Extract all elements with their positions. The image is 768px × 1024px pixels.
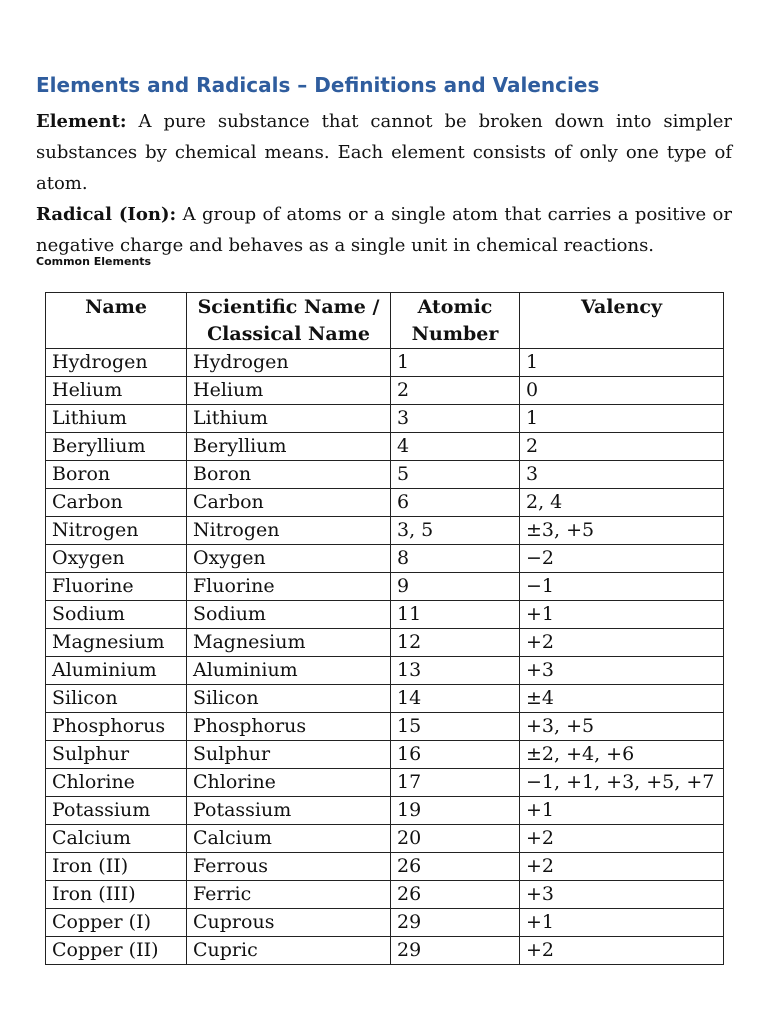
cell-valency: 1	[520, 405, 724, 433]
cell-atomic-number: 20	[391, 825, 520, 853]
cell-name: Sulphur	[46, 741, 187, 769]
cell-valency: 0	[520, 377, 724, 405]
table-row	[46, 657, 724, 685]
cell-valency: ±2, +4, +6	[520, 741, 724, 769]
cell-atomic-number: 15	[391, 713, 520, 741]
cell-valency: −1, +1, +3, +5, +7	[520, 769, 724, 797]
cell-valency: +1	[520, 601, 724, 629]
table-header-row	[46, 293, 724, 349]
table-row	[46, 405, 724, 433]
cell-scientific-name: Ferrous	[187, 853, 391, 881]
table-row	[46, 797, 724, 825]
cell-valency: +2	[520, 629, 724, 657]
radical-term: Radical (Ion):	[36, 204, 177, 225]
cell-valency: ±3, +5	[520, 517, 724, 545]
header-scientific-line1: Scientific Name /	[197, 296, 380, 318]
cell-atomic-number: 4	[391, 433, 520, 461]
cell-valency: +1	[520, 909, 724, 937]
table-row	[46, 601, 724, 629]
header-valency	[520, 293, 724, 349]
cell-name: Helium	[46, 377, 187, 405]
cell-scientific-name: Beryllium	[187, 433, 391, 461]
elements-table	[45, 292, 724, 965]
cell-valency: ±4	[520, 685, 724, 713]
table-row	[46, 461, 724, 489]
cell-valency: +3	[520, 657, 724, 685]
table-row	[46, 489, 724, 517]
cell-atomic-number: 11	[391, 601, 520, 629]
cell-valency: +3	[520, 881, 724, 909]
cell-scientific-name: Fluorine	[187, 573, 391, 601]
header-name-text: Name	[85, 296, 147, 318]
cell-name: Sodium	[46, 601, 187, 629]
cell-scientific-name: Potassium	[187, 797, 391, 825]
table-row	[46, 769, 724, 797]
cell-name: Nitrogen	[46, 517, 187, 545]
cell-atomic-number: 29	[391, 937, 520, 965]
table-row	[46, 545, 724, 573]
cell-valency: +1	[520, 797, 724, 825]
cell-name: Lithium	[46, 405, 187, 433]
header-atomic-line1: Atomic	[417, 296, 493, 318]
cell-scientific-name: Phosphorus	[187, 713, 391, 741]
table-row	[46, 937, 724, 965]
cell-scientific-name: Sulphur	[187, 741, 391, 769]
table-row	[46, 853, 724, 881]
cell-atomic-number: 26	[391, 881, 520, 909]
cell-name: Oxygen	[46, 545, 187, 573]
cell-scientific-name: Oxygen	[187, 545, 391, 573]
cell-name: Phosphorus	[46, 713, 187, 741]
cell-atomic-number: 16	[391, 741, 520, 769]
cell-atomic-number: 9	[391, 573, 520, 601]
table-row	[46, 629, 724, 657]
table-row	[46, 713, 724, 741]
cell-valency: +2	[520, 825, 724, 853]
cell-atomic-number: 26	[391, 853, 520, 881]
cell-name: Beryllium	[46, 433, 187, 461]
table-row	[46, 909, 724, 937]
cell-name: Aluminium	[46, 657, 187, 685]
radical-definition	[36, 199, 732, 261]
cell-scientific-name: Boron	[187, 461, 391, 489]
cell-name: Hydrogen	[46, 349, 187, 377]
table-row	[46, 685, 724, 713]
header-valency-text: Valency	[580, 296, 663, 318]
table-body	[46, 349, 724, 965]
cell-atomic-number: 29	[391, 909, 520, 937]
document-title: Elements and Radicals – Definitions and Valencies	[36, 73, 600, 97]
header-name	[46, 293, 187, 349]
section-label: Common Elements	[36, 255, 152, 268]
cell-valency: −1	[520, 573, 724, 601]
cell-valency: 2, 4	[520, 489, 724, 517]
cell-name: Fluorine	[46, 573, 187, 601]
cell-name: Copper (I)	[46, 909, 187, 937]
cell-atomic-number: 17	[391, 769, 520, 797]
table-row	[46, 433, 724, 461]
cell-atomic-number: 8	[391, 545, 520, 573]
element-definition-text: A pure substance that cannot be broken down into simpler substances by chemical means. Each element consists of only one type of atom.	[36, 111, 732, 194]
cell-name: Boron	[46, 461, 187, 489]
cell-scientific-name: Cuprous	[187, 909, 391, 937]
cell-valency: 1	[520, 349, 724, 377]
header-scientific-line2: Classical Name	[207, 323, 370, 345]
table-row	[46, 825, 724, 853]
cell-atomic-number: 12	[391, 629, 520, 657]
cell-name: Potassium	[46, 797, 187, 825]
cell-name: Carbon	[46, 489, 187, 517]
cell-name: Silicon	[46, 685, 187, 713]
cell-valency: +2	[520, 937, 724, 965]
cell-scientific-name: Silicon	[187, 685, 391, 713]
cell-valency: +3, +5	[520, 713, 724, 741]
cell-scientific-name: Carbon	[187, 489, 391, 517]
table-row	[46, 349, 724, 377]
header-atomic-line2: Number	[411, 323, 499, 345]
radical-definition-text: A group of atoms or a single atom that carries a positive or negative charge and behaves as a single unit in chemical reactions.	[36, 204, 732, 256]
cell-name: Copper (II)	[46, 937, 187, 965]
element-definition	[36, 106, 732, 199]
cell-name: Chlorine	[46, 769, 187, 797]
header-scientific-name	[187, 293, 391, 349]
cell-scientific-name: Hydrogen	[187, 349, 391, 377]
cell-valency: −2	[520, 545, 724, 573]
cell-valency: 2	[520, 433, 724, 461]
cell-scientific-name: Magnesium	[187, 629, 391, 657]
cell-scientific-name: Lithium	[187, 405, 391, 433]
document-body	[36, 70, 732, 275]
cell-scientific-name: Chlorine	[187, 769, 391, 797]
table-row	[46, 377, 724, 405]
cell-valency: 3	[520, 461, 724, 489]
cell-scientific-name: Ferric	[187, 881, 391, 909]
cell-name: Magnesium	[46, 629, 187, 657]
table-row	[46, 741, 724, 769]
table-row	[46, 517, 724, 545]
element-term: Element:	[36, 111, 127, 132]
cell-name: Iron (III)	[46, 881, 187, 909]
cell-scientific-name: Aluminium	[187, 657, 391, 685]
table-row	[46, 881, 724, 909]
cell-scientific-name: Cupric	[187, 937, 391, 965]
cell-scientific-name: Nitrogen	[187, 517, 391, 545]
cell-atomic-number: 13	[391, 657, 520, 685]
cell-scientific-name: Calcium	[187, 825, 391, 853]
cell-atomic-number: 3	[391, 405, 520, 433]
cell-scientific-name: Sodium	[187, 601, 391, 629]
cell-scientific-name: Helium	[187, 377, 391, 405]
header-atomic-number	[391, 293, 520, 349]
cell-name: Calcium	[46, 825, 187, 853]
cell-atomic-number: 3, 5	[391, 517, 520, 545]
cell-atomic-number: 19	[391, 797, 520, 825]
cell-name: Iron (II)	[46, 853, 187, 881]
table-row	[46, 573, 724, 601]
cell-atomic-number: 2	[391, 377, 520, 405]
cell-atomic-number: 6	[391, 489, 520, 517]
cell-atomic-number: 1	[391, 349, 520, 377]
cell-valency: +2	[520, 853, 724, 881]
cell-atomic-number: 14	[391, 685, 520, 713]
cell-atomic-number: 5	[391, 461, 520, 489]
